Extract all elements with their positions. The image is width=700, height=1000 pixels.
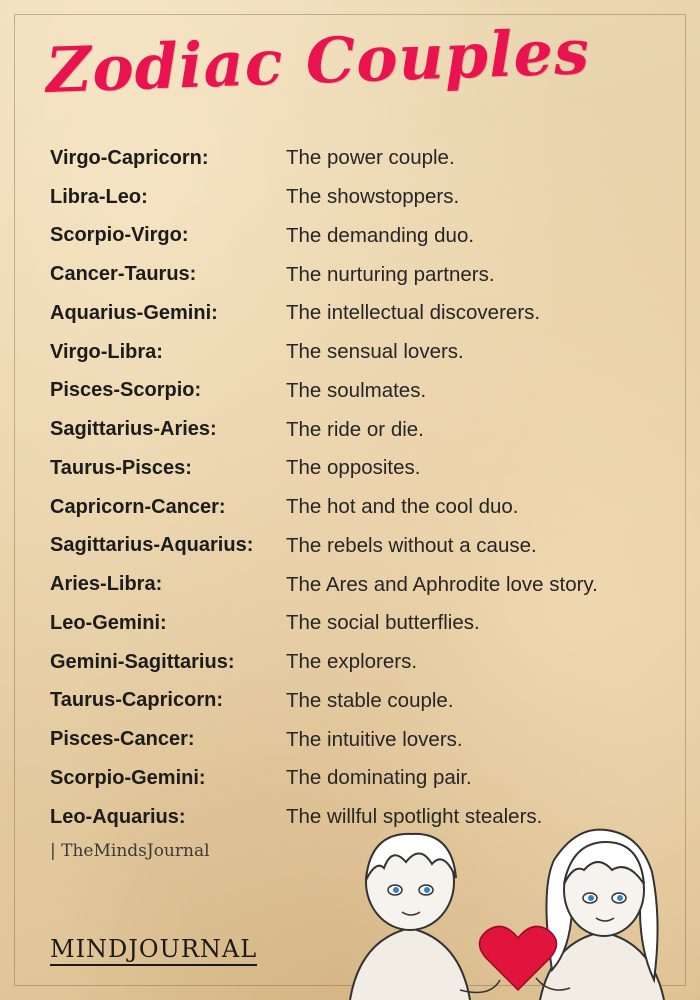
pair-signs: Virgo-Capricorn:: [50, 146, 209, 169]
pair-signs: Sagittarius-Aries:: [50, 418, 217, 441]
list-item: [50, 643, 670, 682]
pair-signs: Taurus-Capricorn:: [50, 689, 223, 712]
pair-description: The soulmates.: [286, 378, 427, 402]
list-item: [50, 759, 670, 798]
pair-description: The explorers.: [286, 650, 418, 674]
list-item: [50, 178, 670, 217]
left-eye-pupil: [424, 887, 430, 893]
list-item: [50, 604, 670, 643]
pair-signs: Scorpio-Gemini:: [50, 766, 206, 789]
pair-signs: Aquarius-Gemini:: [50, 301, 218, 324]
pair-description: The power couple.: [286, 146, 455, 170]
pair-description: The intellectual discoverers.: [286, 301, 541, 325]
pair-description: The ride or die.: [286, 417, 424, 441]
list-item: [50, 449, 670, 488]
pair-description: The showstoppers.: [286, 185, 460, 209]
pair-description: The rebels without a cause.: [286, 533, 537, 557]
pair-description: The hot and the cool duo.: [286, 495, 519, 519]
zodiac-pairs-list: [50, 139, 670, 837]
pair-signs: Gemini-Sagittarius:: [50, 650, 235, 673]
left-person-body: [350, 928, 470, 1000]
list-item: [50, 565, 670, 604]
couple-illustration: [340, 820, 670, 1000]
list-item: [50, 255, 670, 294]
pair-signs: Cancer-Taurus:: [50, 263, 197, 286]
pair-signs: Virgo-Libra:: [50, 340, 163, 363]
pair-signs: Aries-Libra:: [50, 573, 163, 596]
pair-description: The dominating pair.: [286, 766, 472, 790]
pair-description: The willful spotlight stealers.: [286, 805, 543, 829]
list-item: [50, 682, 670, 721]
list-item: [50, 333, 670, 372]
pair-description: The Ares and Aphrodite love story.: [286, 572, 598, 596]
pair-signs: Scorpio-Virgo:: [50, 224, 189, 247]
pair-description: The nurturing partners.: [286, 262, 495, 286]
list-item: [50, 527, 670, 566]
list-item: [50, 410, 670, 449]
pair-description: The intuitive lovers.: [286, 727, 463, 751]
pair-description: The social butterflies.: [286, 611, 480, 635]
list-item: [50, 294, 670, 333]
pair-signs: Taurus-Pisces:: [50, 456, 192, 479]
right-eye-pupil: [617, 895, 623, 901]
left-eye-pupil: [393, 887, 399, 893]
list-item: [50, 139, 670, 178]
pair-signs: Leo-Aquarius:: [50, 805, 186, 828]
list-item: [50, 720, 670, 759]
pair-description: The demanding duo.: [286, 223, 475, 247]
right-eye-pupil: [588, 895, 594, 901]
pair-signs: Sagittarius-Aquarius:: [50, 534, 254, 557]
pair-signs: Pisces-Scorpio:: [50, 379, 202, 402]
pair-description: The opposites.: [286, 456, 421, 480]
pair-signs: Leo-Gemini:: [50, 611, 167, 634]
pair-signs: Capricorn-Cancer:: [50, 495, 226, 518]
pair-description: The stable couple.: [286, 688, 454, 712]
pair-signs: Libra-Leo:: [50, 185, 148, 208]
credit-text: | TheMindsJournal: [50, 841, 210, 861]
list-item: [50, 488, 670, 527]
list-item: [50, 217, 670, 256]
pair-signs: Pisces-Cancer:: [50, 728, 195, 751]
pair-description: The sensual lovers.: [286, 340, 464, 364]
list-item: [50, 372, 670, 411]
brand-logo: MINDJOURNAL: [50, 935, 257, 966]
page-title: Zodiac Couples: [44, 15, 592, 107]
